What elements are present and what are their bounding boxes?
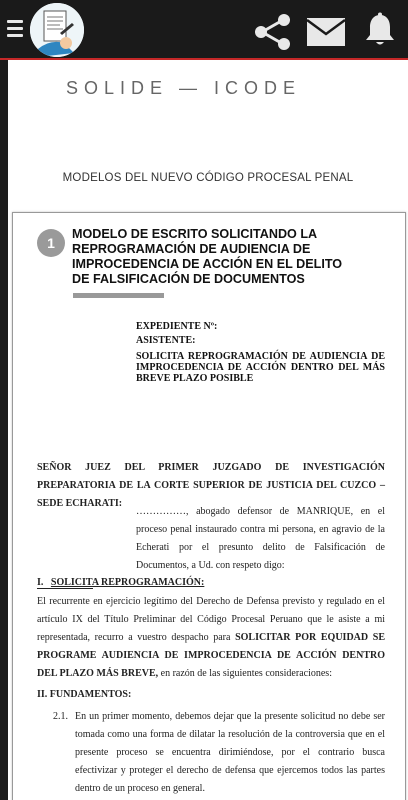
para1-text-b: en razón de las siguientes consideraciones: xyxy=(158,668,332,679)
section-1-underline xyxy=(37,588,93,589)
item-2-1-number: 2.1. xyxy=(53,711,68,722)
asistente-label: ASISTENTE: xyxy=(136,335,196,346)
model-number-badge: 1 xyxy=(37,229,65,257)
menu-icon[interactable] xyxy=(7,20,23,38)
share-icon[interactable] xyxy=(253,12,293,52)
app-bar xyxy=(0,0,408,58)
addressee: SEÑOR JUEZ DEL PRIMER JUZGADO DE INVESTIGACIÓN PREPARATORIA DE LA CORTE SUPERIOR DE JUSTICIA DEL CUZCO – SEDE ECHARATI: xyxy=(37,462,385,509)
avatar[interactable] xyxy=(30,3,84,57)
solicita-summary: SOLICITA REPROGRAMACIÓN DE AUDIENCIA DE IMPROCEDENCIA DE ACCIÓN DENTRO DEL MÁS BREVE PLAZO POSIBLE xyxy=(136,351,385,384)
bell-icon[interactable] xyxy=(364,12,396,48)
document-page[interactable] xyxy=(8,60,408,800)
avatar-illustration xyxy=(30,3,84,57)
section-1-paragraph xyxy=(37,593,385,683)
para1-text-a: El recurrente en ejercicio legítimo del Derecho de Defensa previsto y regulado en el artículo IX del Título Preliminar del Código Procesal Peruano que le asiste a mi representada, recurro a vuestro despacho para xyxy=(37,596,385,643)
mail-icon[interactable] xyxy=(306,17,346,47)
section-1-heading xyxy=(37,577,204,588)
section-1-number: I. xyxy=(37,577,44,588)
item-2-1 xyxy=(53,708,385,798)
intro-paragraph: ……………, abogado defensor de MANRIQUE, en el proceso penal instaurado contra mi persona, en agravio de la Echerati por el presunto delito de Falsificación de Documentos, a Ud. con respeto digo: xyxy=(136,506,385,571)
model-card xyxy=(12,212,406,800)
item-2-1-text: En un primer momento, debemos dejar que la presente solicitud no debe ser tomada como una forma de dilatar la resolución de la controversia que en el presente proceso se encuentra dirimiéndose, por el contrario busca efectivizar y proteger el derecho de defensa que ejercemos todos las partes dentro de un proceso en general. xyxy=(75,711,385,794)
model-title: MODELO DE ESCRITO SOLICITANDO LA REPROGRAMACIÓN DE AUDIENCIA DE IMPROCEDENCIA DE ACCIÓN EN EL DELITO DE FALSIFICACIÓN DE DOCUMENTOS xyxy=(72,227,343,286)
para1-bold-request: SOLICITAR POR EQUIDAD SE PROGRAME AUDIENCIA DE IMPROCEDENCIA DE ACCIÓN DENTRO DEL PLAZO MÁS BREVE, xyxy=(37,632,385,679)
expediente-label: EXPEDIENTE Nº: xyxy=(136,321,218,332)
section-2-heading: II. FUNDAMENTOS: xyxy=(37,689,132,700)
book-title: MODELOS DEL NUEVO CÓDIGO PROCESAL PENAL xyxy=(62,172,354,184)
section-1-title: SOLICITA REPROGRAMACIÓN: xyxy=(50,577,205,588)
title-underline xyxy=(73,293,164,298)
scrolled-heading-remnant: SOLIDE — ICODE xyxy=(66,78,302,98)
